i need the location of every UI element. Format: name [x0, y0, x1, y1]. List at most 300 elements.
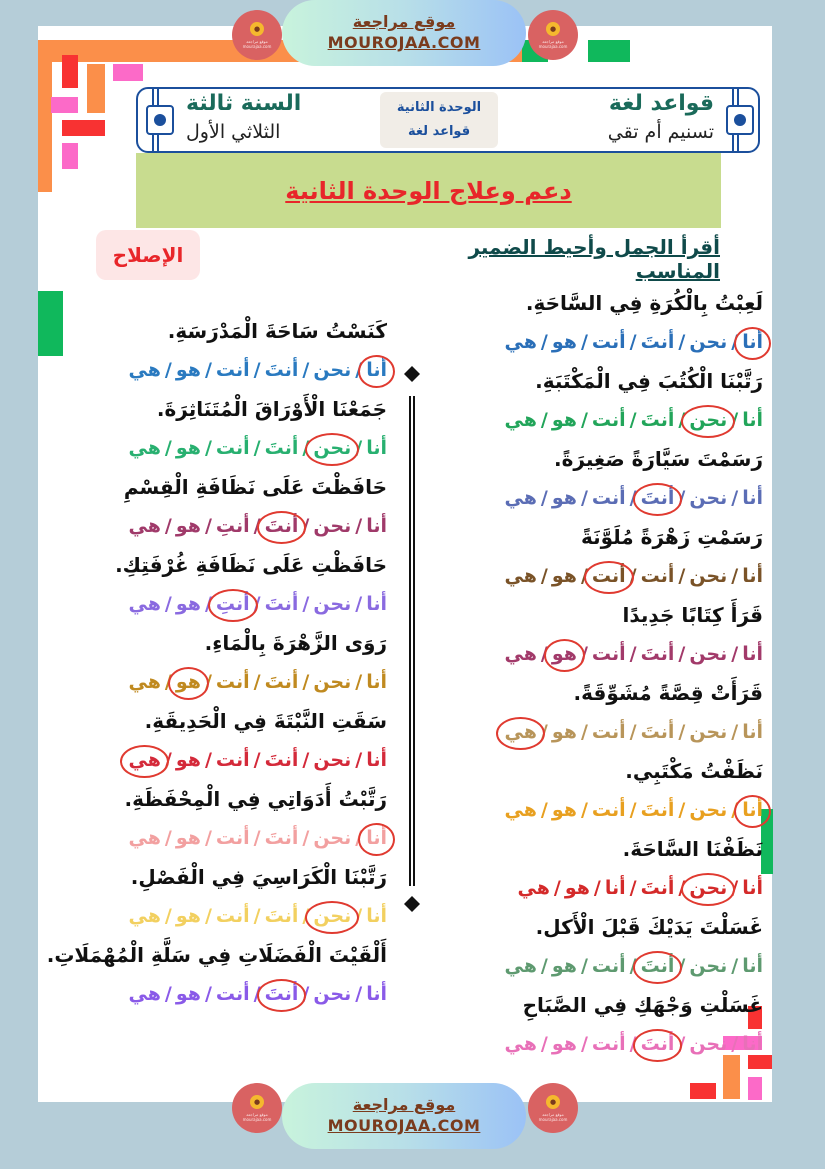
exercise-item — [37, 390, 387, 468]
pronoun-option[interactable]: أنتَ — [640, 877, 675, 899]
pronoun-option[interactable]: هو — [175, 437, 201, 459]
option-separator: / — [678, 409, 686, 431]
unit-subject: قواعد لغة — [407, 124, 471, 139]
pronoun-option[interactable]: هي — [504, 1033, 537, 1055]
exercise-item — [433, 284, 763, 362]
exercise-item — [433, 986, 763, 1064]
unit-label — [380, 92, 498, 148]
pronoun-option[interactable]: هو — [564, 877, 590, 899]
pronoun-options — [37, 429, 387, 468]
option-separator: / — [253, 827, 261, 849]
exercise-sentence: أَلْقَيْتَ الْفَضَلَاتِ فِي سَلَّةِ الْمُهْمَلَاتِ. — [46, 943, 387, 967]
pronoun-option[interactable]: هو — [175, 905, 201, 927]
exercise-sentence: جَمَعْنَا الْأَوْرَاقَ الْمُتَنَاثِرَةَ. — [156, 397, 387, 421]
pronoun-option[interactable]: هو — [551, 799, 577, 821]
pronoun-option[interactable]: هي — [128, 359, 161, 381]
pronoun-option[interactable]: أنتَ — [264, 671, 299, 693]
pronoun-options — [433, 1025, 763, 1064]
option-separator: / — [164, 671, 172, 693]
option-separator: / — [355, 359, 363, 381]
option-separator: / — [629, 565, 637, 587]
option-separator: / — [204, 437, 212, 459]
option-separator: / — [164, 515, 172, 537]
pronoun-option[interactable]: هو — [551, 487, 577, 509]
deco-red-block — [690, 1083, 716, 1099]
site-logo-right[interactable]: ● موقع مراجعة mourajaa.com — [528, 1083, 578, 1133]
pronoun-options — [37, 585, 387, 624]
site-url: MOUROJAA.COM — [327, 1116, 481, 1135]
pronoun-option[interactable]: هي — [504, 643, 537, 665]
pronoun-option[interactable]: هو — [551, 409, 577, 431]
pronoun-options — [433, 323, 763, 362]
pronoun-option-circled[interactable]: هو — [176, 663, 201, 702]
deco-green-block — [588, 40, 630, 62]
pronoun-option-circled[interactable]: أنا — [742, 791, 763, 830]
site-url: MOUROJAA.COM — [327, 33, 481, 52]
option-separator: / — [204, 515, 212, 537]
exercise-column-right — [433, 284, 763, 1064]
pronoun-option[interactable]: أنا — [366, 749, 387, 771]
option-separator: / — [164, 827, 172, 849]
pronoun-option[interactable]: أنا — [742, 565, 763, 587]
option-separator: / — [678, 799, 686, 821]
pronoun-option[interactable]: أنتَ — [640, 643, 675, 665]
deco-pink-block — [113, 64, 143, 81]
exercise-item — [433, 518, 763, 596]
pronoun-options — [433, 401, 763, 440]
exercise-instruction: أقرأ الجمل وأحيط الضمير المناسب — [468, 235, 720, 283]
pronoun-option[interactable]: هي — [128, 905, 161, 927]
pronoun-option[interactable]: هي — [504, 955, 537, 977]
option-separator: / — [731, 877, 739, 899]
pronoun-option[interactable]: أنا — [366, 437, 387, 459]
pronoun-option[interactable]: نحن — [313, 983, 352, 1005]
option-separator: / — [540, 409, 548, 431]
option-separator: / — [302, 749, 310, 771]
option-separator: / — [164, 437, 172, 459]
option-separator: / — [580, 643, 588, 665]
pronoun-option[interactable]: نحن — [689, 955, 728, 977]
exercise-sentence: قَرَأَتْ قِصَّةً مُشَوِّقَةً. — [573, 681, 763, 705]
pronoun-option[interactable]: هو — [551, 565, 577, 587]
pronoun-option[interactable]: أنا — [742, 487, 763, 509]
option-separator: / — [731, 955, 739, 977]
option-separator: / — [355, 827, 363, 849]
option-separator: / — [540, 643, 548, 665]
pronoun-option[interactable]: هي — [504, 799, 537, 821]
option-separator: / — [253, 671, 261, 693]
title-banner — [136, 153, 721, 228]
option-separator: / — [580, 955, 588, 977]
option-separator: / — [355, 983, 363, 1005]
deco-pink-block — [62, 143, 78, 169]
option-separator: / — [355, 437, 363, 459]
exercise-item — [37, 936, 387, 1014]
pronoun-option[interactable]: نحن — [689, 799, 728, 821]
pronoun-option-circled[interactable]: نحن — [689, 401, 727, 440]
pronoun-option[interactable]: نحن — [689, 487, 728, 509]
option-separator: / — [580, 487, 588, 509]
option-separator: / — [355, 671, 363, 693]
option-separator: / — [731, 643, 739, 665]
option-separator: / — [731, 487, 739, 509]
pronoun-option[interactable]: نحن — [689, 643, 728, 665]
pronoun-option[interactable]: نحن — [313, 827, 352, 849]
pronoun-option-circled[interactable]: نحن — [313, 897, 351, 936]
exercise-column-left — [37, 312, 387, 1014]
correction-badge: الإصلاح — [96, 230, 200, 280]
pronoun-option[interactable]: أنتَ — [640, 721, 675, 743]
option-separator: / — [678, 955, 686, 977]
pronoun-option[interactable]: أنت — [591, 799, 626, 821]
pronoun-option-circled[interactable]: هو — [552, 635, 577, 674]
pronoun-option[interactable]: أنت — [591, 955, 626, 977]
pronoun-option[interactable]: أنتَ — [264, 827, 299, 849]
pronoun-option-circled[interactable]: أنتَ — [641, 1025, 675, 1064]
pronoun-option[interactable]: هي — [504, 487, 537, 509]
pronoun-options — [433, 713, 763, 752]
pronoun-option[interactable]: أنت — [591, 331, 626, 353]
site-brand-link-top[interactable] — [282, 0, 526, 66]
option-separator: / — [355, 905, 363, 927]
pronoun-option[interactable]: هو — [551, 721, 577, 743]
pronoun-option[interactable]: أنت — [591, 1033, 626, 1055]
pronoun-option[interactable]: أنا — [366, 983, 387, 1005]
option-separator: / — [629, 487, 637, 509]
exercise-sentence: رَتَّبْنَا الْكَرَاسِيَ فِي الْفَصْلِ. — [130, 865, 387, 889]
exercise-sentence: رَوَى الزَّهْرَةَ بِالْمَاءِ. — [204, 631, 387, 655]
pronoun-option[interactable]: أنتَ — [264, 749, 299, 771]
ornament-icon — [404, 896, 420, 912]
pronoun-option[interactable]: هو — [175, 749, 201, 771]
pronoun-options — [433, 869, 763, 908]
pronoun-option-circled[interactable]: أنتِ — [216, 585, 250, 624]
pronoun-option[interactable]: أنتَ — [264, 359, 299, 381]
worksheet-header — [136, 87, 760, 153]
dot-icon — [734, 114, 746, 126]
exercise-sentence: حَافَظْتِ عَلَى نَظَافَةِ غُرْفَتِكِ. — [115, 553, 387, 577]
header-knob-right — [726, 87, 754, 153]
dot-icon — [154, 114, 166, 126]
exercise-sentence: حَافَظْتَ عَلَى نَظَافَةِ الْقِسْمِ — [123, 475, 387, 499]
pronoun-option[interactable]: هي — [128, 983, 161, 1005]
exercise-sentence: رَسَمْتِ زَهْرَةً مُلَوَّنَةً — [580, 525, 763, 549]
pronoun-option-circled[interactable]: هي — [504, 713, 536, 752]
pronoun-options — [37, 975, 387, 1014]
option-separator: / — [204, 983, 212, 1005]
term-name: الثلاثي الأول — [186, 121, 281, 143]
book-icon: ● — [250, 22, 264, 36]
option-separator: / — [302, 593, 310, 615]
header-knob-left — [146, 87, 174, 153]
pronoun-option[interactable]: هو — [551, 1033, 577, 1055]
option-separator: / — [593, 877, 601, 899]
exercise-item — [37, 624, 387, 702]
pronoun-option[interactable]: أنتَ — [640, 331, 675, 353]
pronoun-option-circled[interactable]: أنتَ — [265, 975, 299, 1014]
option-separator: / — [678, 487, 686, 509]
pronoun-option[interactable]: هي — [128, 671, 161, 693]
pronoun-option[interactable]: نحن — [313, 515, 352, 537]
author-name: تسنيم أم تقي — [607, 121, 714, 143]
option-separator: / — [629, 331, 637, 353]
pronoun-options — [433, 791, 763, 830]
option-separator: / — [253, 593, 261, 615]
option-separator: / — [580, 331, 588, 353]
exercise-item — [37, 468, 387, 546]
site-logo-left[interactable]: ● موقع مراجعة mourajaa.com — [232, 1083, 282, 1133]
pronoun-option[interactable]: أنتَ — [640, 409, 675, 431]
pronoun-option[interactable]: أنت — [215, 905, 250, 927]
pronoun-option-circled[interactable]: نحن — [313, 429, 351, 468]
pronoun-option[interactable]: أنت — [591, 643, 626, 665]
option-separator: / — [204, 359, 212, 381]
exercise-sentence: نَظَفْنَا السَّاحَةَ. — [622, 837, 763, 861]
option-separator: / — [253, 437, 261, 459]
pronoun-option[interactable]: أنتَ — [640, 799, 675, 821]
page-title: دعم وعلاج الوحدة الثانية — [285, 176, 572, 205]
pronoun-option[interactable]: نحن — [689, 565, 728, 587]
pronoun-option[interactable]: أنتَ — [264, 593, 299, 615]
exercise-item — [433, 830, 763, 908]
option-separator: / — [540, 487, 548, 509]
option-separator: / — [253, 515, 261, 537]
pronoun-option[interactable]: هو — [551, 331, 577, 353]
pronoun-option[interactable]: أنا — [742, 721, 763, 743]
pronoun-option[interactable]: أنا — [742, 1033, 763, 1055]
pronoun-option[interactable]: هي — [128, 437, 161, 459]
option-separator: / — [580, 799, 588, 821]
exercise-item — [433, 596, 763, 674]
site-logo-left[interactable]: ● موقع مراجعة mourajaa.com — [232, 10, 282, 60]
pronoun-option-circled[interactable]: هي — [128, 741, 160, 780]
pronoun-option[interactable]: أنت — [591, 721, 626, 743]
option-separator: / — [253, 749, 261, 771]
option-separator: / — [580, 565, 588, 587]
exercise-sentence: سَقَتِ النَّبْتَةَ فِي الْحَدِيقَةِ. — [144, 709, 387, 733]
option-separator: / — [580, 1033, 588, 1055]
pronoun-option[interactable]: هي — [504, 565, 537, 587]
option-separator: / — [302, 671, 310, 693]
deco-orange-bar-left — [38, 40, 52, 192]
option-separator: / — [731, 799, 739, 821]
option-separator: / — [629, 955, 637, 977]
deco-pink-block — [51, 97, 78, 113]
pronoun-option[interactable]: أنتِ — [215, 515, 250, 537]
pronoun-option[interactable]: أنا — [742, 955, 763, 977]
pronoun-options — [433, 635, 763, 674]
pronoun-option-circled[interactable]: أنا — [366, 351, 387, 390]
pronoun-option[interactable]: نحن — [313, 593, 352, 615]
pronoun-option[interactable]: هي — [128, 593, 161, 615]
deco-red-block — [62, 120, 105, 136]
pronoun-option[interactable]: نحن — [313, 749, 352, 771]
pronoun-option[interactable]: أنا — [366, 593, 387, 615]
option-separator: / — [355, 515, 363, 537]
pronoun-option[interactable]: أنتَ — [264, 437, 299, 459]
option-separator: / — [731, 565, 739, 587]
pronoun-options — [37, 663, 387, 702]
pronoun-option[interactable]: أنا — [604, 877, 626, 899]
pronoun-option[interactable]: نحن — [689, 331, 728, 353]
pronoun-option[interactable]: هي — [517, 877, 550, 899]
pronoun-option[interactable]: أنا — [366, 905, 387, 927]
exercise-sentence: رَسَمْتَ سَيَّارَةً صَغِيرَةً. — [554, 447, 763, 471]
pronoun-option[interactable]: هي — [504, 331, 537, 353]
deco-orange-block — [87, 64, 105, 113]
pronoun-option[interactable]: أنت — [215, 359, 250, 381]
column-divider — [404, 366, 420, 916]
option-separator: / — [629, 877, 637, 899]
option-separator: / — [580, 409, 588, 431]
pronoun-option[interactable]: هو — [175, 983, 201, 1005]
pronoun-option[interactable]: نحن — [689, 721, 728, 743]
exercise-item — [433, 908, 763, 986]
exercise-sentence: لَعِبْتُ بِالْكُرَةِ فِي السَّاحَةِ. — [525, 291, 763, 315]
option-separator: / — [678, 877, 686, 899]
pronoun-option[interactable]: نحن — [689, 1033, 728, 1055]
pronoun-options — [37, 741, 387, 780]
pronoun-option[interactable]: هي — [504, 409, 537, 431]
deco-pink-block — [748, 1077, 762, 1100]
unit-name: الوحدة الثانية — [396, 100, 482, 115]
option-separator: / — [678, 565, 686, 587]
site-logo-right[interactable]: ● موقع مراجعة mourajaa.com — [528, 10, 578, 60]
pronoun-option[interactable]: نحن — [313, 671, 352, 693]
pronoun-option[interactable]: أنت — [591, 409, 626, 431]
pronoun-options — [433, 947, 763, 986]
grade-title: السنة ثالثة — [186, 91, 302, 116]
pronoun-option-circled[interactable]: نحن — [689, 869, 727, 908]
option-separator: / — [164, 905, 172, 927]
option-separator: / — [580, 721, 588, 743]
pronoun-option[interactable]: أنت — [591, 487, 626, 509]
pronoun-option[interactable]: هي — [128, 827, 161, 849]
exercise-item — [37, 780, 387, 858]
option-separator: / — [302, 515, 310, 537]
pronoun-options — [433, 557, 763, 596]
option-separator: / — [164, 359, 172, 381]
deco-red-block — [62, 55, 78, 88]
option-separator: / — [204, 593, 212, 615]
pronoun-option[interactable]: أنت — [215, 437, 250, 459]
exercise-item — [37, 702, 387, 780]
pronoun-option[interactable]: أنا — [742, 643, 763, 665]
pronoun-option[interactable]: أنا — [366, 671, 387, 693]
pronoun-option-circled[interactable]: أنتَ — [641, 479, 675, 518]
option-separator: / — [164, 983, 172, 1005]
option-separator: / — [204, 671, 212, 693]
pronoun-option-circled[interactable]: أنا — [366, 819, 387, 858]
option-separator: / — [678, 643, 686, 665]
option-separator: / — [302, 359, 310, 381]
book-icon: ● — [546, 1095, 560, 1109]
pronoun-option-circled[interactable]: أنت — [592, 557, 626, 596]
exercise-item — [37, 546, 387, 624]
option-separator: / — [164, 749, 172, 771]
option-separator: / — [731, 721, 739, 743]
option-separator: / — [678, 1033, 686, 1055]
site-name-arabic: موقع مراجعة — [352, 1095, 456, 1114]
option-separator: / — [204, 905, 212, 927]
pronoun-option[interactable]: هي — [128, 515, 161, 537]
pronoun-option[interactable]: أنا — [366, 515, 387, 537]
exercise-sentence: رَتَّبْنَا الْكُتُبَ فِي الْمَكْتَبَةِ. — [535, 369, 763, 393]
pronoun-option[interactable]: أنت — [215, 983, 250, 1005]
exercise-item — [433, 674, 763, 752]
pronoun-options — [37, 507, 387, 546]
exercise-item — [433, 752, 763, 830]
pronoun-option[interactable]: أنت — [215, 671, 250, 693]
option-separator: / — [540, 1033, 548, 1055]
exercise-item — [433, 440, 763, 518]
option-separator: / — [540, 799, 548, 821]
pronoun-options — [37, 351, 387, 390]
option-separator: / — [553, 877, 561, 899]
pronoun-option-circled[interactable]: أنا — [742, 323, 763, 362]
pronoun-option[interactable]: هو — [175, 359, 201, 381]
option-separator: / — [540, 565, 548, 587]
book-icon: ● — [546, 22, 560, 36]
option-separator: / — [731, 409, 739, 431]
pronoun-option[interactable]: أنت — [215, 827, 250, 849]
pronoun-option-circled[interactable]: أنتَ — [641, 947, 675, 986]
option-separator: / — [731, 331, 739, 353]
option-separator: / — [253, 983, 261, 1005]
option-separator: / — [629, 643, 637, 665]
option-separator: / — [540, 955, 548, 977]
option-separator: / — [302, 827, 310, 849]
book-icon: ● — [250, 1095, 264, 1109]
option-separator: / — [731, 1033, 739, 1055]
exercise-sentence: قَرَأَ كِتَابًا جَدِيدًا — [622, 603, 763, 627]
pronoun-option[interactable]: أنت — [215, 749, 250, 771]
exercise-item — [433, 362, 763, 440]
pronoun-option[interactable]: أنا — [742, 877, 763, 899]
option-separator: / — [302, 983, 310, 1005]
option-separator: / — [629, 799, 637, 821]
pronoun-option[interactable]: نحن — [313, 359, 352, 381]
pronoun-option[interactable]: أنتَ — [264, 905, 299, 927]
pronoun-option[interactable]: هو — [551, 955, 577, 977]
pronoun-option[interactable]: هو — [175, 515, 201, 537]
pronoun-option[interactable]: أنا — [742, 409, 763, 431]
option-separator: / — [253, 905, 261, 927]
option-separator: / — [678, 721, 686, 743]
option-separator: / — [629, 721, 637, 743]
pronoun-options — [37, 897, 387, 936]
pronoun-option[interactable]: أنت — [640, 565, 675, 587]
option-separator: / — [204, 827, 212, 849]
ornament-icon — [404, 366, 420, 382]
subject-title: قواعد لغة — [608, 91, 714, 116]
pronoun-option[interactable]: هو — [175, 827, 201, 849]
option-separator: / — [540, 331, 548, 353]
site-name-arabic: موقع مراجعة — [352, 12, 456, 31]
option-separator: / — [253, 359, 261, 381]
option-separator: / — [355, 593, 363, 615]
exercise-sentence: غَسَلْتَ يَدَيْكَ قَبْلَ الْأَكل. — [535, 915, 763, 939]
exercise-sentence: كَنَسْتُ سَاحَةَ الْمَدْرَسَةِ. — [167, 319, 387, 343]
site-brand-link-bottom[interactable] — [282, 1083, 526, 1149]
option-separator: / — [204, 749, 212, 771]
pronoun-option-circled[interactable]: أنتَ — [265, 507, 299, 546]
option-separator: / — [302, 905, 310, 927]
pronoun-option[interactable]: هو — [175, 593, 201, 615]
option-separator: / — [629, 409, 637, 431]
option-separator: / — [540, 721, 548, 743]
pronoun-options — [37, 819, 387, 858]
